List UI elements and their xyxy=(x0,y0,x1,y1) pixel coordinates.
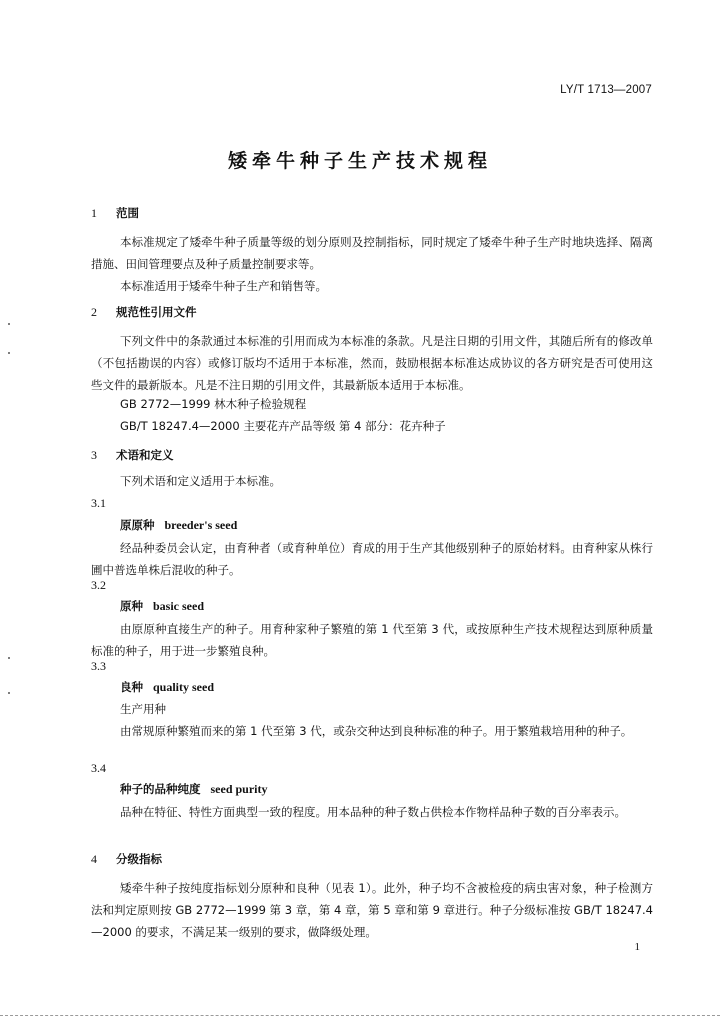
section-4-number: 4 xyxy=(91,852,97,866)
term-3-2-en: basic seed xyxy=(153,599,204,613)
section-1-paragraph-1: 本标准规定了矮牵牛种子质量等级的划分原则及控制指标，同时规定了矮牵牛种子生产时地块选择、隔离措施、田间管理要点及种子质量控制要求等。 xyxy=(91,235,653,271)
scan-speck xyxy=(8,692,10,694)
section-3-intro: 下列术语和定义适用于本标准。 xyxy=(120,474,281,488)
section-1-title: 范围 xyxy=(116,206,139,220)
term-3-4-cn: 种子的品种纯度 xyxy=(120,782,201,796)
term-3-3-number: 3.3 xyxy=(91,659,106,673)
term-3-4-number: 3.4 xyxy=(91,761,106,775)
section-2-paragraph-1: 下列文件中的条款通过本标准的引用而成为本标准的条款。凡是注日期的引用文件，其随后所有的修改单（不包括勘误的内容）或修订版均不适用于本标准，然而，鼓励根据本标准达成协议的各方研究是否可使用这些文件的最新版本。凡是不注日期的引用文件，其最新版本适用于本标准。 xyxy=(91,334,653,392)
section-2-title: 规范性引用文件 xyxy=(116,305,197,319)
term-3-4-en: seed purity xyxy=(210,782,268,796)
term-3-4-definition: 品种在特征、特性方面典型一致的程度。用本品种的种子数占供检本作物样品种子数的百分率表示。 xyxy=(120,805,626,819)
reference-gb-2772: GB 2772—1999 林木种子检验规程 xyxy=(120,397,307,411)
section-3-title: 术语和定义 xyxy=(116,448,174,462)
term-3-3-alternate: 生产用种 xyxy=(120,702,166,716)
term-3-3-heading xyxy=(120,679,720,696)
document-title: 矮牵牛种子生产技术规程 xyxy=(227,150,492,172)
term-3-1-heading xyxy=(120,517,720,534)
scan-speck xyxy=(8,657,10,659)
term-3-3-en: quality seed xyxy=(153,680,215,694)
term-3-2-heading xyxy=(120,598,720,615)
term-3-4-heading xyxy=(120,781,720,798)
section-4-title: 分级指标 xyxy=(116,852,162,866)
term-3-2-number: 3.2 xyxy=(91,578,106,592)
term-3-3-definition: 由常规原种繁殖而来的第 1 代至第 3 代，或杂交种达到良种标准的种子。用于繁殖栽培用种的种子。 xyxy=(120,724,633,738)
term-3-2-cn: 原种 xyxy=(120,599,143,613)
term-3-1-cn: 原原种 xyxy=(120,518,155,532)
scan-speck xyxy=(8,352,10,354)
term-3-1-number: 3.1 xyxy=(91,496,106,510)
section-2-number: 2 xyxy=(91,305,97,319)
section-4-heading xyxy=(91,851,720,868)
term-3-1-definition: 经品种委员会认定，由育种者（或育种单位）育成的用于生产其他级别种子的原始材料。由育种家从株行圃中普选单株后混收的种子。 xyxy=(91,541,653,577)
section-3-heading xyxy=(91,447,720,464)
section-3-number: 3 xyxy=(91,448,97,462)
standard-code: LY/T 1713—2007 xyxy=(560,84,652,96)
bottom-scan-rule xyxy=(0,1015,720,1016)
section-1-heading xyxy=(91,205,720,222)
scan-speck xyxy=(8,323,10,325)
term-3-2-definition: 由原原种直接生产的种子。用育种家种子繁殖的第 1 代至第 3 代，或按原种生产技术规程达到原种质量标准的种子，用于进一步繁殖良种。 xyxy=(91,622,653,658)
section-2-heading xyxy=(91,304,720,321)
reference-gbt-18247: GB/T 18247.4—2000 主要花卉产品等级 第 4 部分：花卉种子 xyxy=(120,419,446,433)
section-4-paragraph-1: 矮牵牛种子按纯度指标划分原种和良种（见表 1）。此外，种子均不含被检疫的病虫害对象，种子检测方法和判定原则按 GB 2772—1999 第 3 章，第 4 章，第 5 章和第 9 章进行。种子分级标准按 GB/T 18247.4—2000 的要求，不满足某一级别的要求，做降级处理。 xyxy=(91,881,653,939)
section-1-number: 1 xyxy=(91,206,97,220)
term-3-1-en: breeder's seed xyxy=(164,518,238,532)
term-3-3-cn: 良种 xyxy=(120,680,143,694)
page-number: 1 xyxy=(634,941,640,953)
section-1-paragraph-2: 本标准适用于矮牵牛种子生产和销售等。 xyxy=(120,279,327,293)
